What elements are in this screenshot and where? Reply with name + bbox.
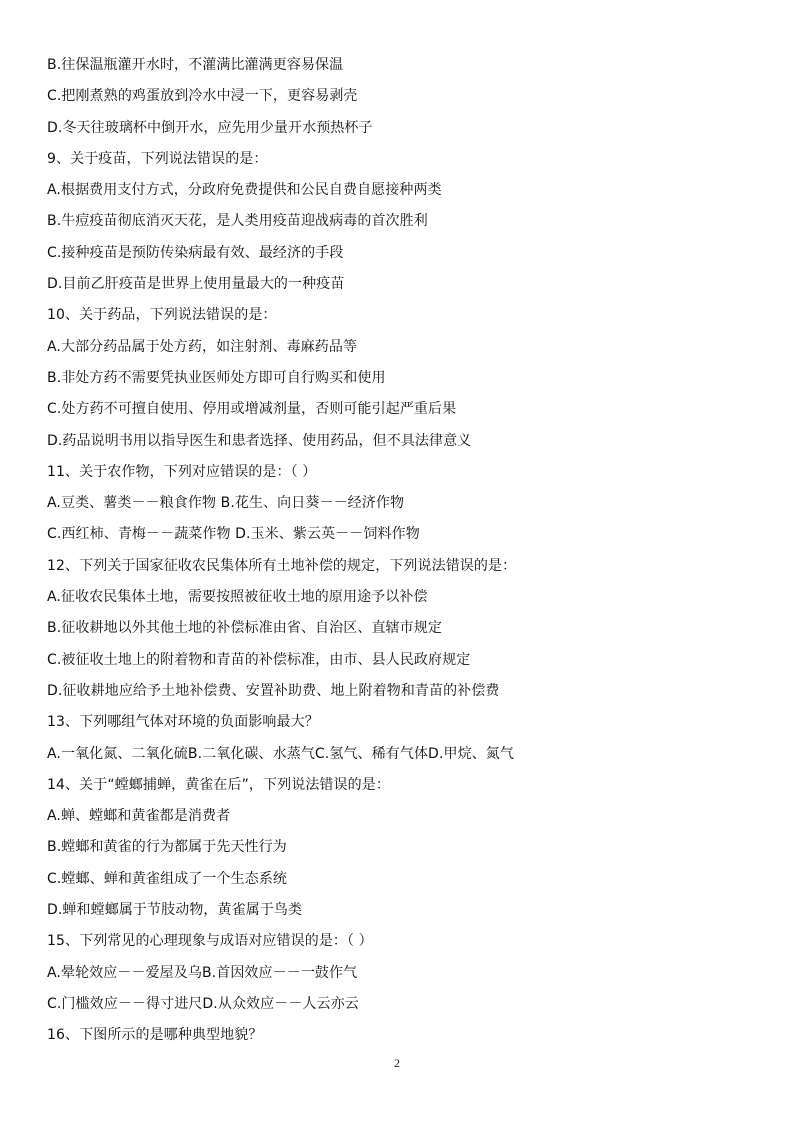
answer-option: C.被征收土地上的附着物和青苗的补偿标准，由市、县人民政府规定 <box>47 651 471 668</box>
answer-option: A.晕轮效应－－爱屋及乌B.首因效应－－一鼓作气 <box>47 964 358 981</box>
question-stem: 10、关于药品，下列说法错误的是： <box>47 307 277 324</box>
answer-option: A.征收农民集体土地，需要按照被征收土地的原用途予以补偿 <box>47 589 428 606</box>
question-stem: 14、关于“螳螂捕蝉，黄雀在后”，下列说法错误的是： <box>47 776 390 793</box>
question-stem: 9、关于疫苗，下列说法错误的是： <box>47 150 268 167</box>
answer-option: B.螳螂和黄雀的行为都属于先天性行为 <box>47 839 287 856</box>
answer-option: D.征收耕地应给予土地补偿费、安置补助费、地上附着物和青苗的补偿费 <box>47 682 500 699</box>
question-stem: 13、下列哪组气体对环境的负面影响最大？ <box>47 714 319 731</box>
question-stem: 15、下列常见的心理现象与成语对应错误的是：（ ） <box>47 933 373 950</box>
answer-option: C.处方药不可擅自使用、停用或增减剂量，否则可能引起严重后果 <box>47 401 457 418</box>
answer-option: C.螳螂、蝉和黄雀组成了一个生态系统 <box>47 870 288 887</box>
page-number: 2 <box>394 1056 400 1070</box>
answer-option: A.豆类、薯类－－粮食作物 B.花生、向日葵－－经济作物 <box>47 495 405 512</box>
answer-option: C.接种疫苗是预防传染病最有效、最经济的手段 <box>47 244 344 261</box>
question-stem: 16、下图所示的是哪种典型地貌？ <box>47 1027 263 1044</box>
answer-option: C.把刚煮熟的鸡蛋放到冷水中浸一下，更容易剥壳 <box>47 88 358 105</box>
question-text-body <box>47 53 767 1055</box>
answer-option: A.根据费用支付方式，分政府免费提供和公民自费自愿接种两类 <box>47 182 442 199</box>
answer-option: B.征收耕地以外其他土地的补偿标准由省、自治区、直辖市规定 <box>47 620 442 637</box>
answer-option: B.非处方药不需要凭执业医师处方即可自行购买和使用 <box>47 369 386 386</box>
answer-option: D.冬天往玻璃杯中倒开水，应先用少量开水预热杯子 <box>47 119 373 136</box>
answer-option: D.蝉和螳螂属于节肢动物，黄雀属于鸟类 <box>47 902 303 919</box>
answer-option: B.往保温瓶灌开水时，不灌满比灌满更容易保温 <box>47 57 344 73</box>
answer-option: A.一氧化氮、二氧化硫B.二氧化碳、水蒸气C.氢气、稀有气体D.甲烷、氮气 <box>47 745 514 762</box>
question-stem: 11、关于农作物，下列对应错误的是：（ ） <box>47 463 317 480</box>
question-stem: 12、下列关于国家征收农民集体所有土地补偿的规定，下列说法错误的是： <box>47 557 517 574</box>
answer-option: D.药品说明书用以指导医生和患者选择、使用药品，但不具法律意义 <box>47 432 472 449</box>
answer-option: A.大部分药品属于处方药，如注射剂、毒麻药品等 <box>47 338 358 355</box>
answer-option: C.西红柿、青梅－－蔬菜作物 D.玉米、紫云英－－饲料作物 <box>47 526 420 543</box>
answer-option: A.蝉、螳螂和黄雀都是消费者 <box>47 808 231 825</box>
answer-option: C.门槛效应－－得寸进尺D.从众效应－－人云亦云 <box>47 995 359 1012</box>
answer-option: B.牛痘疫苗彻底消灭天花，是人类用疫苗迎战病毒的首次胜利 <box>47 213 428 230</box>
answer-option: D.目前乙肝疫苗是世界上使用量最大的一种疫苗 <box>47 276 345 293</box>
